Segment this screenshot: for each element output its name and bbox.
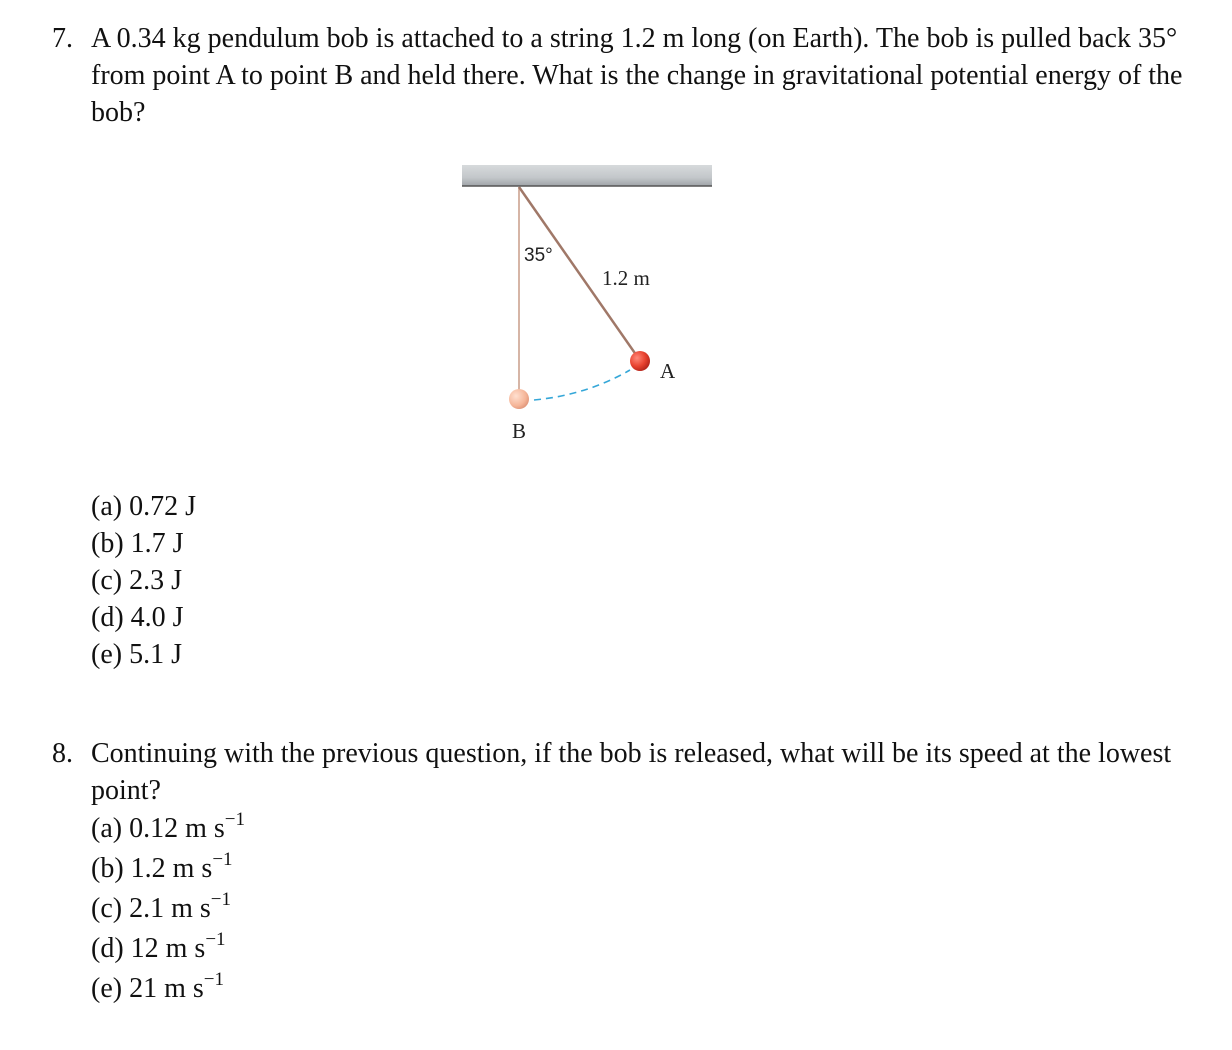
q8-option-b-unit: m s	[172, 853, 213, 884]
length-label: 1.2 m	[602, 266, 650, 290]
question-8-text: Continuing with the previous question, if the bob is released, what will be its speed at the lowest point?	[91, 738, 1172, 806]
q8-option-b-value: (b) 1.2	[91, 853, 166, 884]
question-7-number: 7.	[52, 23, 73, 54]
angle-label: 35°	[524, 245, 553, 266]
swing-arc	[534, 370, 630, 400]
q8-option-c-exp: −1	[210, 889, 231, 910]
q7-option-b[interactable]: (b) 1.7 J	[91, 528, 184, 559]
q8-option-d[interactable]	[91, 930, 245, 970]
q7-option-e[interactable]: (e) 5.1 J	[91, 639, 182, 670]
q7-option-d[interactable]: (d) 4.0 J	[91, 602, 184, 633]
question-7-text: A 0.34 kg pendulum bob is attached to a string 1.2 m long (on Earth). The bob is pulled back 35° from point A to point B and held there. What is the change in gravitational potential energy of the bob?	[91, 23, 1183, 128]
q8-option-e-unit: m s	[164, 973, 204, 1004]
q8-option-b[interactable]	[91, 850, 245, 890]
q8-option-d-unit: m s	[165, 933, 206, 964]
question-8-options	[91, 810, 245, 1010]
q8-option-c-value: (c) 2.1	[91, 893, 165, 924]
q7-option-a[interactable]: (a) 0.72 J	[91, 491, 196, 522]
bob-position-a	[630, 351, 650, 371]
q8-option-d-value: (d) 12	[91, 933, 159, 964]
bob-position-b	[509, 389, 529, 409]
q8-option-a-exp: −1	[224, 809, 245, 830]
question-7	[52, 20, 1192, 131]
q8-option-c-unit: m s	[171, 893, 211, 924]
q8-option-b-exp: −1	[212, 849, 233, 870]
point-b-label: B	[512, 419, 527, 443]
q8-option-a[interactable]	[91, 810, 245, 850]
q8-option-a-unit: m s	[185, 813, 225, 844]
q8-option-e-value: (e) 21	[91, 973, 158, 1004]
q8-option-e-exp: −1	[203, 969, 224, 990]
q8-option-c[interactable]	[91, 890, 245, 930]
pendulum-figure	[462, 165, 714, 450]
point-a-label: A	[660, 359, 676, 383]
q7-option-c[interactable]: (c) 2.3 J	[91, 565, 182, 596]
question-8-number: 8.	[52, 738, 73, 769]
q8-option-a-value: (a) 0.12	[91, 813, 179, 844]
question-7-options	[91, 488, 196, 673]
q8-option-d-exp: −1	[205, 929, 226, 950]
question-8	[52, 735, 1192, 809]
ceiling-support	[462, 165, 712, 186]
q8-option-e[interactable]	[91, 970, 245, 1010]
